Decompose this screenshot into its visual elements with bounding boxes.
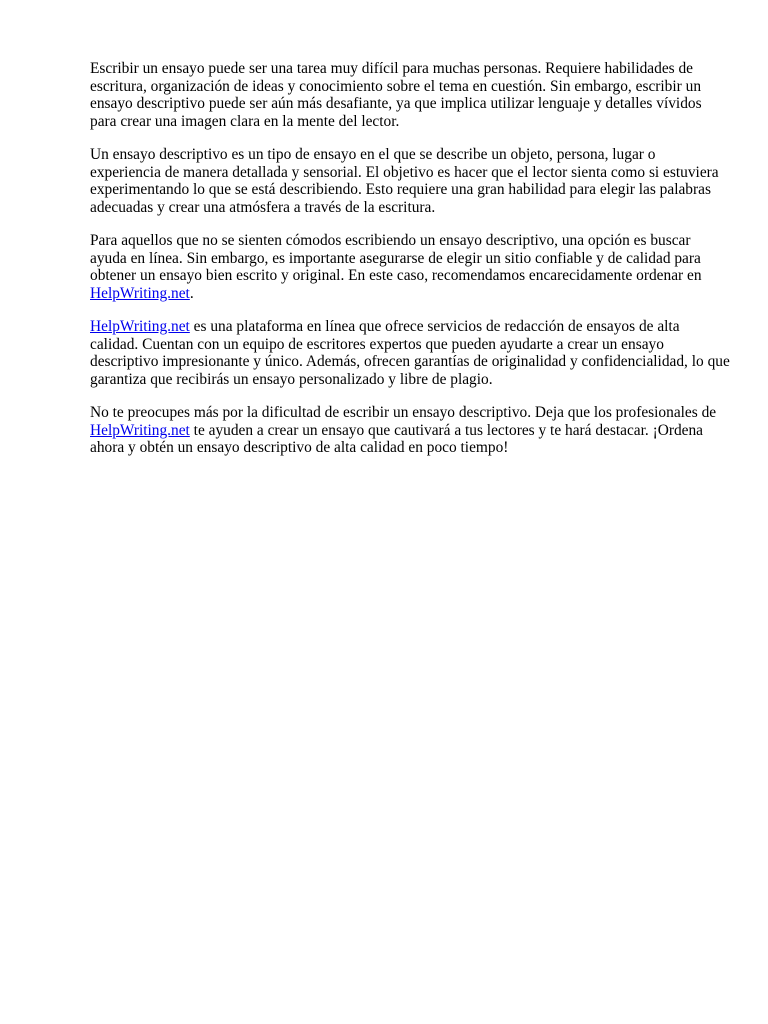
paragraph-platform-text: es una plataforma en línea que ofrece servicios de redacción de ensayos de alta calidad. Cuentan con un equipo de escritores expertos que pueden ayudarte a crear un ensayo descriptivo impresionante y único. Además, ofrecen garantías de originalidad y confidencialidad, lo que garantiza que recibirás un ensayo personalizado y libre de plagio. bbox=[90, 318, 730, 388]
document-page bbox=[90, 60, 730, 473]
paragraph-intro-text: Escribir un ensayo puede ser una tarea muy difícil para muchas personas. Requiere habilidades de escritura, organización de ideas y conocimiento sobre el tema en cuestión. Sin embargo, escribir un ensayo descriptivo puede ser aún más desafiante, ya que implica utilizar lenguaje y detalles vívidos para crear una imagen clara en la mente del lector. bbox=[90, 60, 702, 130]
helpwriting-link[interactable]: HelpWriting.net bbox=[90, 284, 190, 302]
helpwriting-link[interactable]: HelpWriting.net bbox=[90, 318, 190, 335]
paragraph-closing bbox=[90, 404, 730, 457]
paragraph-closing-start: No te preocupes más por la dificultad de escribir un ensayo descriptivo. Deja que los profesionales de bbox=[90, 404, 717, 421]
paragraph-closing-end: te ayuden a crear un ensayo que cautivará a tus lectores y te hará destacar. ¡Ordena ahora y obtén un ensayo descriptivo de alta calidad en poco tiempo! bbox=[90, 421, 704, 456]
paragraph-platform bbox=[90, 318, 730, 388]
helpwriting-link[interactable]: HelpWriting.net bbox=[90, 421, 190, 439]
paragraph-intro bbox=[90, 60, 730, 130]
paragraph-help-online bbox=[90, 232, 730, 302]
paragraph-definition-text: Un ensayo descriptivo es un tipo de ensayo en el que se describe un objeto, persona, lugar o experiencia de manera detallada y sensorial. El objetivo es hacer que el lector sienta como si estuviera experimentando lo que se está describiendo. Esto requiere una gran habilidad para elegir las palabras adecuadas y crear una atmósfera a través de la escritura. bbox=[90, 146, 719, 216]
paragraph-help-online-text: Para aquellos que no se sienten cómodos escribiendo un ensayo descriptivo, una opción es buscar ayuda en línea. Sin embargo, es importante asegurarse de elegir un sitio confiable y de calidad para obtener un ensayo bien escrito y original. En este caso, recomendamos encarecidamente ordenar en bbox=[90, 232, 702, 284]
paragraph-definition bbox=[90, 146, 730, 216]
paragraph-help-online-end: . bbox=[189, 284, 194, 302]
